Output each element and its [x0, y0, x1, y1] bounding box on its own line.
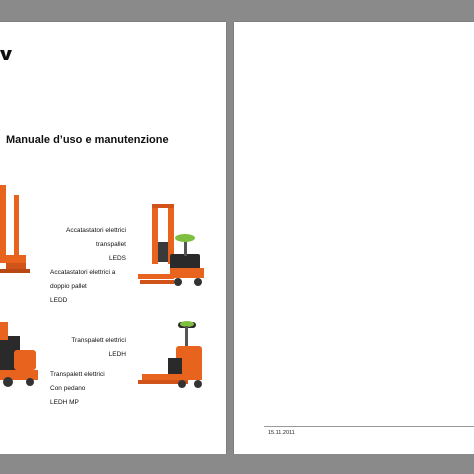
product-caption-ledh: [50, 330, 126, 365]
footer-divider: [264, 426, 474, 427]
footer-date: 15.11.2011: [268, 430, 295, 436]
caption-line: doppio pallet: [50, 283, 87, 290]
stacker-truck-icon: [0, 185, 30, 281]
product-caption-ledh-mp: [50, 364, 130, 413]
caption-line: Con pedano: [50, 385, 86, 392]
caption-line: transpallet: [96, 241, 126, 248]
brand-logo-icon: [0, 48, 10, 62]
caption-line: Transpalett elettrici: [71, 337, 126, 344]
product-caption-ledd: [50, 262, 130, 311]
caption-line: Accatastatori elettrici a: [50, 269, 116, 276]
pallet-truck-icon: [138, 318, 210, 390]
document-page-1[interactable]: [0, 22, 226, 454]
caption-line: LEDH MP: [50, 399, 79, 406]
caption-line: Transpalett elettrici: [50, 371, 105, 378]
viewer-bottom-bar: [0, 454, 474, 474]
caption-line: LEDH: [108, 351, 126, 358]
document-page-2[interactable]: [234, 22, 474, 454]
caption-line: LEDS: [109, 255, 126, 262]
caption-line: LEDD: [50, 297, 68, 304]
stacker-truck-icon: [138, 204, 210, 292]
document-title: Manuale d’uso e manutenzione: [6, 134, 169, 146]
viewer-top-bar: [0, 0, 474, 22]
caption-line: Accatastatori elettrici: [66, 227, 126, 234]
pallet-truck-icon: [0, 316, 40, 390]
